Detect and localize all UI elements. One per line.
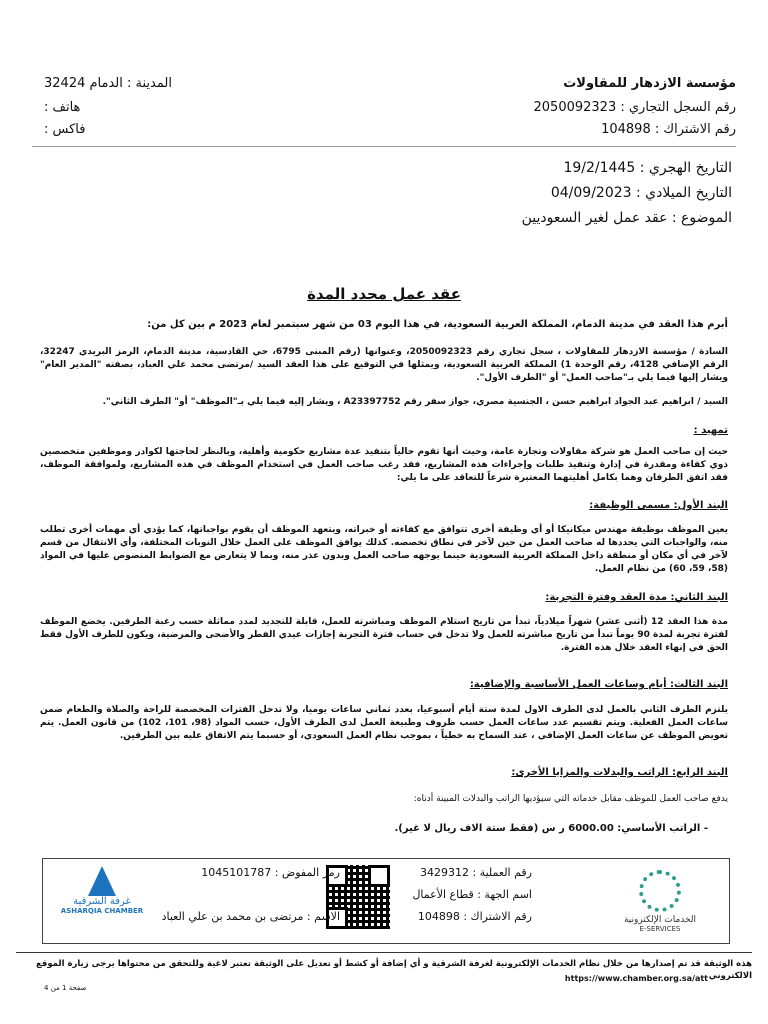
subject: الموضوع : عقد عمل لغير السعوديين [521,210,732,226]
eservices-label-en: E-SERVICES [639,925,681,933]
clause-1-text: يعين الموظف بوظيفة مهندس ميكانيكا أو أي وظيفة أخرى تتوافق مع كفاءته أو خبراته، ويتعهد الموظف أن يقوم بواجباتها، كما يؤدي أي مهمات أخرى تطلب منه، والواجبات التي يحددها له صاحب العمل من حين لآخر في نطاق تخصصه. كذلك يوافق الموظف على العمل خلال النوبات المختلفة، وأي الانتقال من قسم لآخر في أي مكان أو منطقة داخل المملكة العربية السعودية حينما يوجهه صاحب العمل وبدون عذر منه، وبما لا يتعارض مع الضوابط المنصوص عليها في المواد (58، 59، 60) من نظام العمل. [40,525,728,574]
eservices-icon [639,870,681,912]
entity-name: اسم الجهة : قطاع الأعمال [412,888,532,901]
membership-number: رقم الاشتراك : 104898 [601,122,736,137]
commercial-register: رقم السجل التجاري : 2050092323 [533,100,736,115]
chamber-logo [56,866,148,915]
clause-3-title: البند الثالث: أيام وساعات العمل الأساسية والإضافية: [469,679,728,690]
authorized-code: رمز المفوض : 1045101787 [201,866,340,879]
clause-2-title: البند الثاني: مدة العقد وفترة التجربة: [545,592,728,603]
clause-2-text: مدة هذا العقد 12 (أثنى عشر) شهراً ميلادياً، تبدأ من تاريخ استلام الموظف ومباشرته للعمل، قابلة للتجديد لمدد مماثلة حسب رغبة الطرفين. يخضع الموظف لفترة تجربة لمدة 90 يوماً تبدأ من تاريخ مباشرته للعمل ولا تدخل في حساب فترة التجربة إجازات عيدي الفطر والأضحى والمرضية، ويكون للطرف الأول فقط الحق في إنهاء العقد خلال هذه الفترة. [40,617,728,653]
page-number: صفحة 1 من 4 [44,984,87,992]
clause-4-text: يدفع صاحب العمل للموظف مقابل خدماته التي سيؤديها الراتب والبدلات المبينة أدناه: [413,794,728,804]
subscription-number: رقم الاشتراك : 104898 [417,910,532,923]
fax: فاكس : [44,122,86,137]
verification-url[interactable]: https://www.chamber.org.sa/att [564,974,708,983]
eservices-logo [600,870,720,933]
chamber-label-ar: غرفة الشرقية [73,896,131,907]
party-two: السيد / ابراهيم عبد الجواد ابراهيم حسن ، الجنسية مصري، جواز سفر رقم A23397752 ، ويشار إليه فيما يلي بـ"الموظف" أو" الطرف الثاني". [102,397,728,407]
chamber-icon [88,866,116,896]
bottom-divider [16,952,752,953]
contract-title: عقد عمل محدد المدة [307,285,461,303]
operation-number: رقم العملية : 3429312 [419,866,532,879]
city: المدينة : الدمام 32424 [44,76,172,91]
clause-1-title: البند الأول: مسمى الوظيفة: [589,500,728,511]
verification-notice: هذه الوثيقة قد تم إصدارها من خلال نظام الخدمات الإلكترونية لغرفة الشرقية و أي إضافة أو كشط أو تعديل على الوثيقة تعتبر لاغية وللتحقق من محتواها يرجى زيارة الموقع الالكتروني [35,959,752,981]
phone: هاتف : [44,100,81,115]
header-divider [32,146,736,147]
basic-salary: - الراتب الأساسي: 6000.00 ر س (فقط ستة الاف ريال لا غير). [394,823,708,834]
signatory-name: الاسم : مرتضى بن محمد بن علي العباد [161,910,340,923]
preamble-title: تمهيد : [693,425,728,436]
party-one: السادة / مؤسسة الازدهار للمقاولات ، سجل تجاري رقم 2050092323، وعنوانها (رقم المبنى 6795، حي القادسية، مدينة الدمام، الرمز البريدي 32247، الرقم الإضافي 4128، رقم الوحدة 1) المملكة العربية السعودية، ويمثلها في التوقيع على هذا العقد السيد /مرتضى محمد علي العباد، بصفته "المدير العام" ويشار إليها فيما يلي بـ"صاحب العمل" أو "الطرف الأول". [40,347,728,383]
contract-intro: أبرم هذا العقد في مدينة الدمام، المملكة العربية السعودية، في هذا اليوم 03 من شهر سبتمبر لعام 2023 م بين كل من: [147,319,728,330]
chamber-label-en: ASHARQIA CHAMBER [60,907,144,915]
preamble-text: حيث إن صاحب العمل هو شركة مقاولات وتجارة عامة، وحيث أنها تقوم حالياً بتنفيذ عدة مشاريع حكومية وأهلية، وبالنظر لحاجتها لكوادر وموظفين متخصصين ذوي كفاءة ومقدرة في إدارة وتنفيذ طلبات وإجراءات هذه المشاريع، فقد رغب صاحب العمل في استخدام الموظف في هذه المشاريع، ولموافقة الموظف، فقد اتفق الطرفان وهما بكامل أهليتهما المعتبرة شرعاً للتعاقد على ما يلي: [40,447,728,483]
gregorian-date: التاريخ الميلادي : 04/09/2023 [550,185,732,201]
clause-3-text: يلتزم الطرف الثاني بالعمل لدى الطرف الاول لمدة ستة أيام أسبوعيا، بعدد ثماني ساعات يوميا، ولا تدخل الفترات المخصصة للراحة والصلاة والطعام ضمن ساعات العمل الفعلية. ويتم تقسيم عدد ساعات العمل حسب ظروف وطبيعة العمل لدى الطرف الأول، حسب المواد (98، 101، 102) من قانون العمل. يتم تعويض الموظف عن ساعات العمل الإضافي ، عند السماح به خطياً ، بموجب نظام العمل السعودي، أو حسبما يتم الاتفاق عليه بين الطرفين. [40,705,729,741]
company-name: مؤسسة الازدهار للمقاولات [563,76,736,91]
eservices-label-ar: الخدمات الإلكترونية [623,915,697,925]
clause-4-title: البند الرابع: الراتب والبدلات والمزايا الأخرى: [511,767,728,778]
hijri-date: التاريخ الهجري : 19/2/1445 [563,160,732,176]
